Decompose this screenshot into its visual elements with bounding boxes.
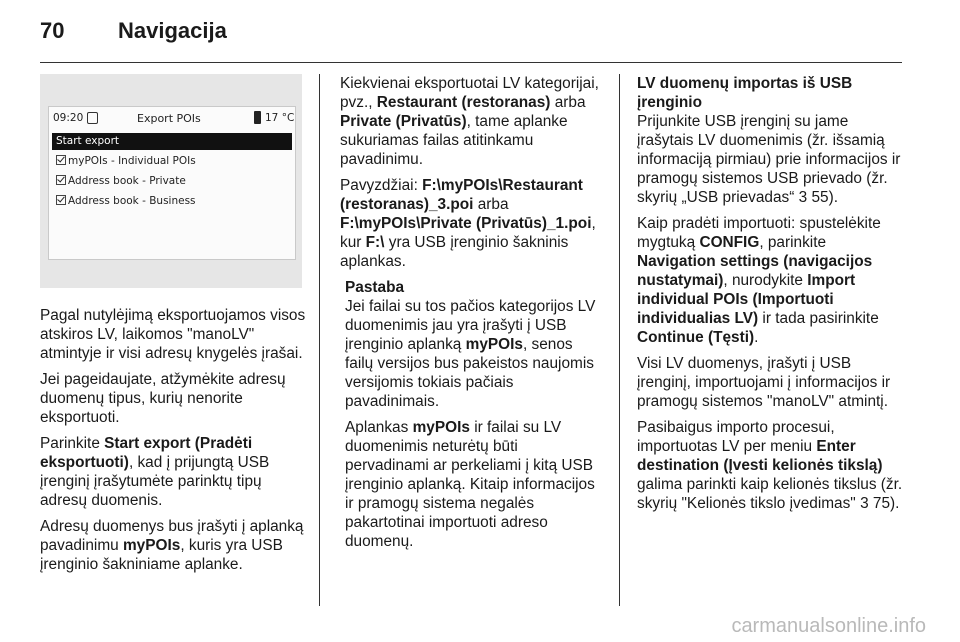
display-screen <box>48 106 296 260</box>
paragraph: Kiekvienai eksportuotai LV kategorijai, pvz., Restaurant (restoranas) arba Private (Privatūs), tame aplanke sukuriamas failas atitinkamu pavadinimu. <box>340 75 599 168</box>
column-divider <box>319 74 320 606</box>
paragraph: Pasibaigus importo procesui, importuotas LV per meniu Enter destination (Įvesti kelionės tikslą) galima parinkti kaip kelionės tikslus (žr. skyrių "Kelionės tikslo įvedimas" 3 75). <box>637 419 903 512</box>
menu-item-label: Address book - Business <box>68 195 196 207</box>
menu-term: Start export (Pradėti eksportuoti) <box>40 435 253 471</box>
screen-status-bar <box>49 107 295 131</box>
paragraph: Pavyzdžiai: F:\myPOIs\Restaurant (restoranas)_3.poi arba F:\myPOIs\Private (Privatūs)_1.poi, kur F:\ yra USB įrenginio šakninis aplankas. <box>340 177 596 270</box>
folder-name: myPOIs <box>123 537 181 554</box>
menu-item-label: Address book - Private <box>68 175 186 187</box>
paragraph: Jei pageidaujate, atžymėkite adresų duomenų tipus, kurių nenorite eksportuoti. <box>40 371 286 426</box>
phone-icon <box>254 111 261 124</box>
section-title: Navigacija <box>118 18 227 43</box>
page-ref-icon: 3 <box>798 189 808 206</box>
paragraph: Parinkite Start export (Pradėti eksportuoti), kad į prijungtą USB įrenginį įrašytumėte parinktų tipų adresų duomenis. <box>40 435 270 509</box>
screen-illustration <box>40 74 302 288</box>
paragraph: Prijunkite USB įrenginį su jame įrašytais LV duomenimis (žr. išsamią informaciją pirmiau) prie informacijos ir pramogų sistemos USB prievado (žr. skyrių „USB prievadas“ 3 55). <box>637 113 901 206</box>
menu-item-address-business[interactable] <box>52 193 292 210</box>
watermark: carmanualsonline.info <box>731 615 926 637</box>
section-heading: LV duomenų importas iš USB įrenginio <box>637 75 853 111</box>
paragraph: Kaip pradėti importuoti: spustelėkite mygtuką CONFIG, parinkite Navigation settings (navigacijos nustatymai), nurodykite Import individual POIs (Importuoti individualias LV) ir tada pasirinkite Continue (Tęsti). <box>637 215 881 346</box>
menu-item-label: myPOIs - Individual POIs <box>68 155 196 167</box>
page-number: 70 <box>40 18 65 43</box>
page-header <box>40 18 227 48</box>
column-1 <box>40 306 310 581</box>
paragraph: Visi LV duomenys, įrašyti į USB įrenginį, importuojami į informacijos ir pramogų sistemos "manoLV" atmintį. <box>637 355 891 410</box>
menu-item-address-private[interactable] <box>52 173 292 190</box>
navigation-icon <box>87 112 98 124</box>
header-rule <box>40 62 902 63</box>
checkbox-checked-icon[interactable] <box>56 175 66 185</box>
column-divider <box>619 74 620 606</box>
paragraph: Pagal nutylėjimą eksportuojamos visos atskiros LV, laikomos "manoLV" atmintyje ir visi adresų knygelės įrašai. <box>40 307 306 362</box>
screen-title: Export POIs <box>137 112 201 125</box>
checkbox-checked-icon[interactable] <box>56 195 66 205</box>
paragraph: Jei failai su tos pačios kategorijos LV duomenimis jau yra įrašyti į USB įrenginio aplanką myPOIs, senos failų versijos bus pakeistos naujomis versijomis tokiais pačiais pavadinimais. <box>345 298 596 410</box>
note-title: Pastaba <box>345 279 405 296</box>
clock: 09:20 <box>53 112 84 124</box>
note-block <box>345 278 605 551</box>
menu-item-label: Start export <box>56 135 119 147</box>
checkbox-checked-icon[interactable] <box>56 155 66 165</box>
paragraph: Adresų duomenys bus įrašyti į aplanką pavadinimu myPOIs, kuris yra USB įrenginio šakniniame aplanke. <box>40 518 304 573</box>
temperature: 17 °C <box>265 112 295 124</box>
menu-item-mypois[interactable] <box>52 153 292 170</box>
menu-item-start-export[interactable] <box>52 133 292 150</box>
column-3 <box>637 74 905 520</box>
column-2 <box>340 74 605 558</box>
page-ref-icon: 3 <box>860 495 869 512</box>
paragraph: Aplankas myPOIs ir failai su LV duomenimis neturėtų būti pervadinami ar perkeliami į kitą USB įrenginio aplanką. Kitaip informacijos ir pramogų sistema negalės pakartotinai importuoti adreso duomenų. <box>345 419 595 550</box>
